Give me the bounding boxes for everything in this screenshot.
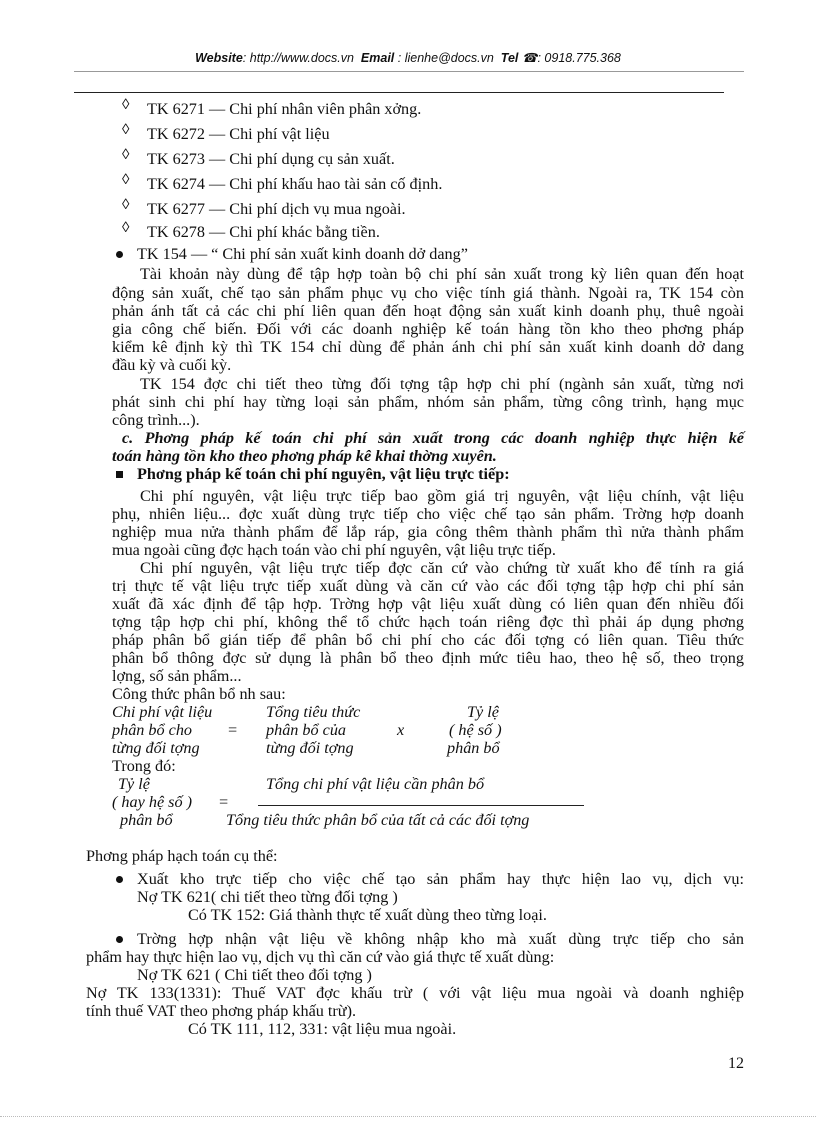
paragraph-line: trị thực tế vật liệu trực tiếp xuất dùng và căn cứ vào các đối tợng tập hợp chi phí sản xyxy=(112,577,744,595)
method-heading: Phơng pháp hạch toán cụ thể: xyxy=(86,847,278,865)
formula-term: Chi phí vật liệu xyxy=(112,703,213,721)
account-item: TK 6274 — Chi phí khấu hao tài sản cố định. xyxy=(147,175,443,193)
equals-sign: = xyxy=(218,793,229,811)
paragraph-line: phân bổ thông đợc sử dụng là phân bổ theo định mức tiêu hao, theo hệ số, theo trọng xyxy=(112,649,744,667)
paragraph-line: đầu kỳ và cuối kỳ. xyxy=(112,356,232,374)
paragraph-line: Chi phí nguyên, vật liệu trực tiếp đợc căn cứ vào chứng từ xuất kho để tính ra giá xyxy=(140,559,744,577)
formula-term: từng đối tợng xyxy=(112,739,200,757)
paragraph-line: TK 154 đợc chi tiết theo từng đối tợng tập hợp chi phí (ngành sản xuất, từng nơi xyxy=(140,375,744,393)
formula-term: Tỷ lệ xyxy=(467,703,499,721)
email-value[interactable]: : lienhe@docs.vn xyxy=(397,51,494,65)
account-item: TK 6278 — Chi phí khác bằng tiền. xyxy=(147,223,380,241)
paragraph-line: Tài khoản này dùng để tập hợp toàn bộ chi phí sản xuất trong kỳ liên quan đến hoạt xyxy=(140,265,744,283)
website-value[interactable]: : http://www.docs.vn xyxy=(242,51,354,65)
formula-term: phân bổ xyxy=(120,811,173,829)
account-item: TK 6273 — Chi phí dụng cụ sản xuất. xyxy=(147,150,395,168)
bullet-icon xyxy=(116,251,123,258)
tel-label: Tel xyxy=(500,51,519,65)
diamond-bullet-icon: ◊ xyxy=(122,197,130,213)
account-item: TK 6277 — Chi phí dịch vụ mua ngoài. xyxy=(147,200,406,218)
fraction-numerator: Tổng chi phí vật liệu cần phân bổ xyxy=(266,775,485,793)
diamond-bullet-icon: ◊ xyxy=(122,147,130,163)
diamond-bullet-icon: ◊ xyxy=(122,122,130,138)
journal-debit: Nợ TK 621( chi tiết theo từng đối tợng ) xyxy=(137,888,398,906)
formula-term: phân bổ cho xyxy=(112,721,193,739)
formula-intro: Công thức phân bổ nh sau: xyxy=(112,685,286,703)
bullet-icon xyxy=(116,876,123,883)
times-sign: x xyxy=(397,721,405,739)
tel-value: : 0918.775.368 xyxy=(537,51,621,65)
case-text: Xuất kho trực tiếp cho việc chế tạo sản phẩm hay thực hiện lao vụ, dịch vụ: xyxy=(137,870,744,888)
journal-debit: tính thuế VAT theo phơng pháp khấu trừ). xyxy=(86,1002,357,1020)
case-text: phẩm hay thực hiện lao vụ, dịch vụ thì căn cứ vào giá thực tế xuất dùng: xyxy=(86,948,555,966)
paragraph-line: phát sinh chi phí hay từng loại sản phẩm, nhóm sản phẩm, từng công trình, hạng mục xyxy=(112,393,744,411)
fraction-denominator: Tổng tiêu thức phân bổ của tất cả các đối tợng xyxy=(226,811,530,829)
diamond-bullet-icon: ◊ xyxy=(122,97,130,113)
journal-credit: Có TK 152: Giá thành thực tế xuất dùng theo từng loại. xyxy=(188,906,547,924)
account-item: TK 6272 — Chi phí vật liệu xyxy=(147,125,330,143)
paragraph-line: công trình...). xyxy=(112,411,200,429)
formula-term: ( hệ số ) xyxy=(449,721,502,739)
journal-credit: Có TK 111, 112, 331: vật liệu mua ngoài. xyxy=(188,1020,457,1038)
paragraph-line: động sản xuất, chế tạo sản phẩm phục vụ cho việc tính giá thành. Ngoài ra, TK 154 còn xyxy=(112,284,744,302)
paragraph-line: phụ, nhiên liệu... đợc xuất dùng trực tiếp cho việc chế tạo sản phẩm. Trờng hợp doanh xyxy=(112,505,744,523)
formula-term: Tỷ lệ xyxy=(118,775,150,793)
formula-term: phân bổ xyxy=(447,739,500,757)
phone-icon: ☎ xyxy=(521,51,538,65)
paragraph-line: kiểm kê định kỳ thì TK 154 chỉ dùng để phản ánh chi phí sản xuất kinh doanh dở dang xyxy=(112,338,744,356)
paragraph-line: pháp phân bổ gián tiếp để phân bổ chi phí cho các đối tợng có liên quan. Tiêu thức xyxy=(112,631,744,649)
page-number: 12 xyxy=(728,1055,744,1072)
diamond-bullet-icon: ◊ xyxy=(122,220,130,236)
formula-term: từng đối tợng xyxy=(266,739,354,757)
paragraph-line: Chi phí nguyên, vật liệu trực tiếp bao gồm giá trị nguyên, vật liệu chính, vật liệu xyxy=(140,487,744,505)
content-divider xyxy=(74,92,724,93)
formula-term: Tổng tiêu thức xyxy=(266,703,361,721)
paragraph-line: nghiệp mua nửa thành phẩm để lắp ráp, gia công thêm thành phẩm thì nửa thành phẩm xyxy=(112,523,744,541)
paragraph-line: gia công chế biến. Đối với các doanh nghiệp kế toán hàng tồn kho theo phơng pháp xyxy=(112,320,744,338)
paragraph-line: xuất đã xác định để tập hợp. Trờng hợp vật liệu xuất dùng có liên quan đến nhiều đối xyxy=(112,595,744,613)
section-heading: c. Phơng pháp kế toán chi phí sản xuất trong các doanh nghiệp thực hiện kế xyxy=(122,429,744,447)
sub-heading: Phơng pháp kế toán chi phí nguyên, vật liệu trực tiếp: xyxy=(137,465,510,483)
diamond-bullet-icon: ◊ xyxy=(122,172,130,188)
account-item: TK 6271 — Chi phí nhân viên phân xởng. xyxy=(147,100,422,118)
section-heading: toán hàng tồn kho theo phơng pháp kê khai thờng xuyên. xyxy=(112,447,497,465)
formula-term: phân bổ của xyxy=(266,721,347,739)
case-text: Trờng hợp nhận vật liệu về không nhập kho mà xuất dùng trực tiếp cho sản xyxy=(137,930,744,948)
bullet-icon xyxy=(116,936,123,943)
square-bullet-icon xyxy=(116,471,123,478)
formula-term: ( hay hệ số ) xyxy=(112,793,193,811)
paragraph-line: mua ngoài cũng đợc hạch toán vào chi phí nguyên, vật liệu trực tiếp. xyxy=(112,541,556,559)
header-divider xyxy=(74,71,744,72)
journal-debit: Nợ TK 621 ( Chi tiết theo đối tợng ) xyxy=(137,966,372,984)
paragraph-line: phản ánh tất cả các chi phí liên quan đến hoạt động sản xuất kinh doanh phụ, thuê ngoài xyxy=(112,302,744,320)
email-label: Email xyxy=(360,51,395,65)
journal-debit: Nợ TK 133(1331): Thuế VAT đợc khấu trừ ( với vật liệu mua ngoài và doanh nghiệp xyxy=(86,984,744,1002)
tk154-item: TK 154 — “ Chi phí sản xuất kinh doanh dở dang” xyxy=(137,245,468,263)
page-bottom-border xyxy=(0,1116,816,1117)
equals-sign: = xyxy=(227,721,238,739)
website-label: Website xyxy=(195,51,243,65)
page-header xyxy=(0,50,816,65)
fraction-line xyxy=(258,805,584,806)
paragraph-line: tợng tập hợp chi phí, không thể tổ chức hạch toán riêng đợc thì phải áp dụng phơng xyxy=(112,613,744,631)
trong-do-label: Trong đó: xyxy=(112,757,176,775)
paragraph-line: lợng, số sản phẩm... xyxy=(112,667,242,685)
